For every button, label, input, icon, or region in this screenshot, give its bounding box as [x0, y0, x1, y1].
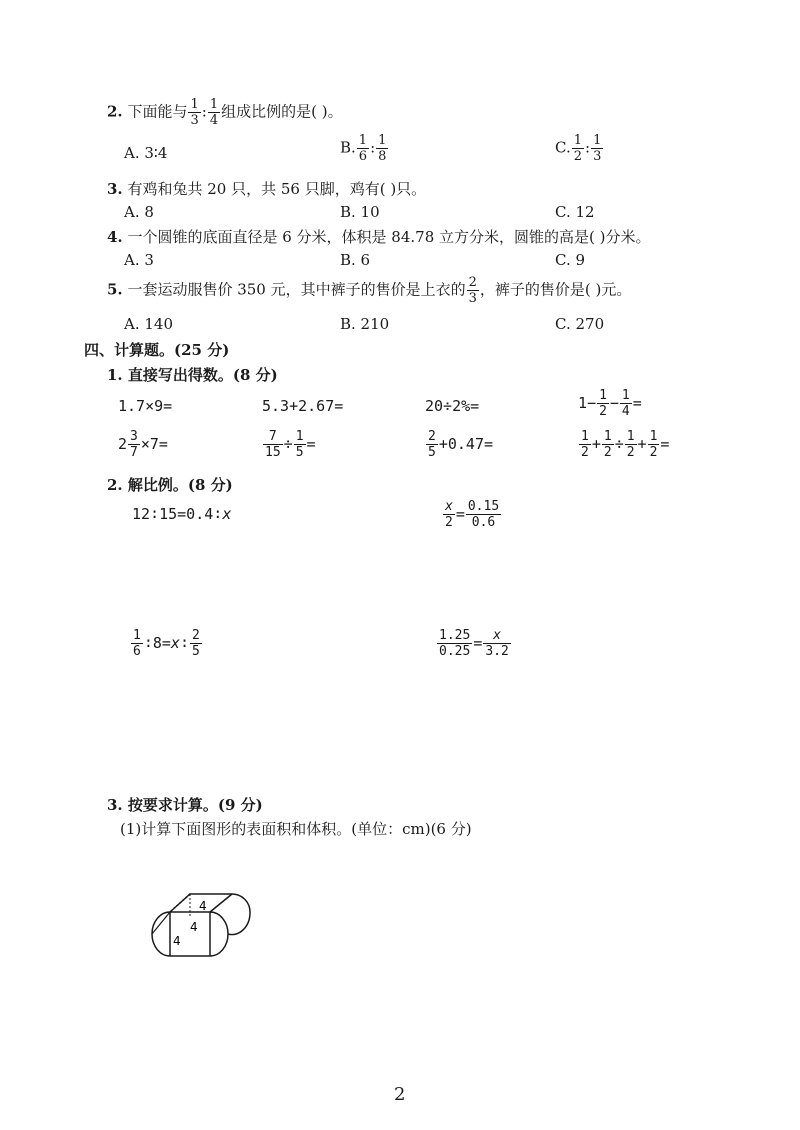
question-text-post: 组成比例的是( )。 [221, 102, 343, 121]
option-a: A. 3 [124, 251, 154, 269]
subsection-title: 2. 解比例。(8 分) [107, 476, 233, 494]
fraction: $\frac{1}{4}$ [209, 97, 219, 128]
subsection-title: 3. 按要求计算。(9 分) [107, 796, 263, 814]
subsection-1-text: (1)计算下面图形的表面积和体积。(单位：cm)(6 分) [120, 820, 472, 838]
option-a: A. 140 [124, 315, 173, 333]
question-text: 有鸡和兔共 20 只，共 56 只脚，鸡有( )只。 [127, 180, 427, 198]
expression-1: 1.7×9= [118, 397, 173, 415]
option-a: A. 3∶4 [124, 144, 168, 162]
proportion-3: $\frac{1}{6}$ ∶8=x∶ $\frac{2}{5}$ [133, 628, 200, 659]
question-text-pre: 一套运动服售价 350 元，其中裤子的售价是上衣的 [127, 280, 466, 299]
ratio-sep: : [201, 102, 207, 121]
option-c: C. 12 [555, 203, 595, 221]
option-b: B. 6 [340, 251, 371, 269]
question-number: 3. [107, 180, 123, 198]
label-left: 4 [173, 934, 181, 948]
question-3 [107, 178, 426, 199]
proportion-1: 12∶15=0.4∶x [132, 505, 232, 523]
expression-4: 1− $\frac{1}{2}$ − $\frac{1}{4}$ = [578, 388, 642, 419]
option-c: C. $\frac{1}{2}$ : $\frac{1}{3}$ [555, 133, 602, 164]
question-text-post: ，裤子的售价是( )元。 [479, 280, 632, 299]
question-4 [107, 226, 651, 247]
question-2 [107, 98, 343, 127]
question-number: 2. [107, 102, 123, 121]
proportion-2: $\frac{x}{2}$ = $\frac{0.15}{0.6}$ [445, 499, 500, 530]
question-5 [107, 276, 631, 305]
expression-5: 2 $\frac{3}{7}$ ×7= [118, 429, 168, 460]
option-c: C. 9 [555, 251, 586, 269]
solid-figure [140, 888, 270, 968]
question-number: 4. [107, 228, 123, 246]
expression-2: 5.3+2.67= [262, 397, 344, 415]
page-number: 2 [394, 1084, 406, 1105]
label-mid: 4 [190, 920, 198, 934]
subsection-title: 1. 直接写出得数。(8 分) [107, 366, 278, 384]
option-a: A. 8 [124, 203, 154, 221]
option-b: B. 210 [340, 315, 390, 333]
option-b: B. $\frac{1}{6}$ : $\frac{1}{8}$ [340, 133, 387, 164]
expression-7: $\frac{2}{5}$ +0.47= [428, 429, 494, 460]
option-b: B. 10 [340, 203, 380, 221]
question-text-pre: 下面能与 [127, 102, 188, 121]
expression-3: 20÷2%= [425, 397, 480, 415]
expression-6: $\frac{7}{15}$ ÷ $\frac{1}{5}$ = [265, 429, 316, 460]
fraction: $\frac{2}{3}$ [468, 275, 477, 306]
question-text: 一个圆锥的底面直径是 6 分米，体积是 84.78 立方分米，圆锥的高是( )分米。 [127, 228, 651, 246]
section-title: 四、计算题。(25 分) [84, 341, 230, 359]
proportion-4: $\frac{1.25}{0.25}$ = $\frac{x}{3.2}$ [439, 628, 509, 659]
question-number: 5. [107, 280, 123, 299]
label-top: 4 [199, 899, 207, 913]
fraction: $\frac{1}{3}$ [190, 97, 199, 128]
option-c: C. 270 [555, 315, 605, 333]
expression-8: $\frac{1}{2}$ + $\frac{1}{2}$ ÷ $\frac{1}{2}$ + $\frac{1}{2}$ = [581, 429, 670, 460]
